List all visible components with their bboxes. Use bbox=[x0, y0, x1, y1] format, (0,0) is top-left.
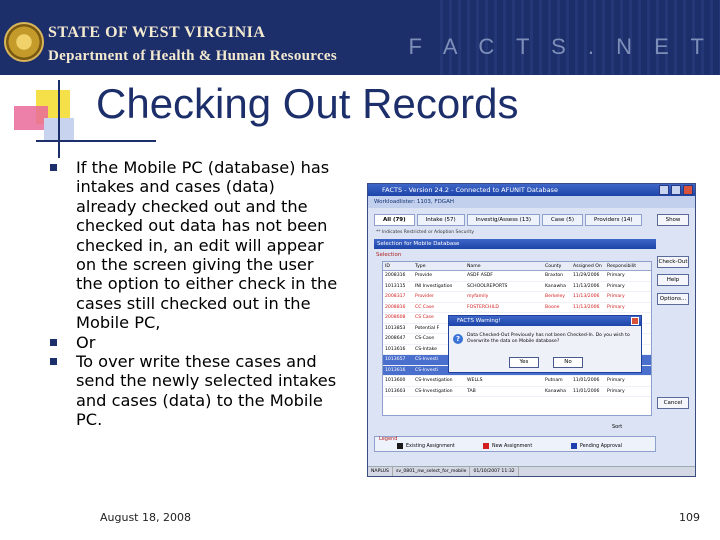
warning-dialog-message: Data Checked-Out Previously has not been Checked-In. Do you wish to Overwrite the data on Mobile database? bbox=[467, 333, 630, 344]
status-user: NAPLUS bbox=[368, 467, 393, 476]
column-header-id[interactable]: ID bbox=[385, 264, 390, 269]
cell-responsibility: Primary bbox=[607, 273, 625, 278]
cell-assigned-on: 11/29/2006 bbox=[573, 273, 600, 278]
cell-type: CS Case bbox=[415, 315, 434, 320]
cell-name: SCHOOLREPORTS bbox=[467, 283, 508, 289]
check-out-button[interactable]: Check-Out bbox=[657, 256, 689, 268]
help-button[interactable]: Help bbox=[657, 274, 689, 286]
slide-title: Checking Out Records bbox=[96, 80, 519, 127]
bullet-item bbox=[50, 352, 340, 430]
table-row[interactable] bbox=[383, 271, 651, 282]
cell-responsibility: Primary bbox=[607, 304, 625, 310]
status-timestamp: 01/10/2007 11:32 bbox=[470, 467, 518, 476]
column-header-assigned-on[interactable]: Assigned On bbox=[573, 264, 602, 269]
legend-swatch-icon bbox=[397, 443, 403, 449]
legend bbox=[374, 436, 656, 452]
state-seal-icon bbox=[4, 22, 44, 62]
legend-label: Pending Approval bbox=[580, 443, 622, 449]
selection-group-label: Selection bbox=[376, 252, 402, 258]
bullet-square-icon bbox=[50, 339, 57, 346]
minimize-icon[interactable] bbox=[659, 185, 669, 195]
bullet-item bbox=[50, 158, 340, 333]
bullet-square-icon bbox=[50, 164, 57, 171]
legend-title: Legend bbox=[379, 436, 398, 442]
cell-assigned-on: 11/13/2006 bbox=[573, 304, 600, 310]
cell-name: ASDF ASDF bbox=[467, 273, 493, 278]
cell-type: CS-Intake bbox=[415, 346, 437, 352]
cell-name: WELLS bbox=[467, 378, 483, 383]
footer-date: August 18, 2008 bbox=[100, 511, 191, 524]
bullet-text: Or bbox=[76, 332, 96, 352]
cell-id: 1013603 bbox=[385, 388, 406, 394]
table-row[interactable] bbox=[383, 303, 651, 314]
cell-id: 1013616 bbox=[385, 367, 406, 373]
cell-assigned-on: 11/01/2006 bbox=[573, 388, 600, 394]
cell-id: 2008317 bbox=[385, 294, 406, 299]
status-bar bbox=[368, 466, 695, 476]
bullet-text: To over write these cases and send the newly selected intakes and cases (data) to the Mobile PC. bbox=[76, 352, 337, 430]
cell-responsibility: Primary bbox=[607, 294, 625, 299]
cell-county: Kanawha bbox=[545, 283, 566, 289]
legend-item-new bbox=[483, 443, 532, 449]
cell-type: INI Investigation bbox=[415, 283, 453, 289]
app-screenshot bbox=[367, 183, 696, 477]
grid-header bbox=[383, 262, 651, 271]
column-header-name[interactable]: Name bbox=[467, 264, 481, 269]
window-controls bbox=[659, 185, 693, 195]
show-button[interactable]: Show bbox=[657, 214, 689, 226]
cell-county: Putnam bbox=[545, 378, 563, 383]
cell-type: CS-Investi bbox=[415, 357, 439, 362]
deco-horizontal-line bbox=[36, 140, 156, 142]
cell-name: TAB bbox=[467, 388, 476, 394]
bullet-list bbox=[50, 158, 340, 430]
yes-button[interactable]: Yes bbox=[509, 357, 539, 368]
maximize-icon[interactable] bbox=[671, 185, 681, 195]
cell-responsibility: Primary bbox=[607, 388, 625, 394]
cell-type: Potential F bbox=[415, 325, 440, 331]
legend-item-pending bbox=[571, 443, 622, 449]
app-window-title: FACTS - Version 24.2 - Connected to AFUNIT Database bbox=[382, 186, 558, 194]
cell-id: 2008316 bbox=[385, 273, 406, 278]
cell-id: 2008608 bbox=[385, 315, 406, 320]
bullet-square-icon bbox=[50, 358, 57, 365]
tab-investig-assess[interactable]: Investig/Assess (13) bbox=[467, 214, 540, 226]
banner-department-name: Department of Health & Human Resources bbox=[48, 48, 338, 64]
workload-tabs bbox=[374, 214, 642, 226]
cell-id: 1013600 bbox=[385, 378, 406, 383]
warning-dialog bbox=[448, 315, 642, 373]
cell-county: Kanawha bbox=[545, 388, 566, 394]
table-row[interactable] bbox=[383, 387, 651, 398]
app-title-bar bbox=[368, 184, 695, 196]
table-row[interactable] bbox=[383, 292, 651, 303]
status-screen: sv_0801_nw_select_for_mobile bbox=[393, 467, 471, 476]
cell-id: 1013616 bbox=[385, 346, 406, 352]
column-header-responsibility[interactable]: Responsibilit bbox=[607, 264, 637, 269]
selection-dialog-title: Selection for Mobile Database bbox=[374, 239, 656, 249]
table-row[interactable] bbox=[383, 282, 651, 293]
bullet-item bbox=[50, 333, 340, 352]
column-header-type[interactable]: Type bbox=[415, 264, 426, 269]
close-icon[interactable] bbox=[631, 317, 639, 325]
column-header-county[interactable]: County bbox=[545, 264, 562, 269]
question-icon: ? bbox=[453, 334, 463, 344]
banner-state-name: STATE OF WEST VIRGINIA bbox=[48, 24, 266, 41]
legend-swatch-icon bbox=[571, 443, 577, 449]
cell-type: CS-Investigation bbox=[415, 388, 453, 394]
cancel-button[interactable]: Cancel bbox=[657, 397, 689, 409]
tab-intake[interactable]: Intake (57) bbox=[417, 214, 465, 226]
close-icon[interactable] bbox=[683, 185, 693, 195]
cell-assigned-on: 11/13/2006 bbox=[573, 283, 600, 289]
cell-type: CC Case bbox=[415, 304, 435, 310]
table-row[interactable] bbox=[383, 376, 651, 387]
tab-case[interactable]: Case (5) bbox=[542, 214, 583, 226]
cell-name: FOSTERCHILD bbox=[467, 304, 499, 310]
cell-id: 1013115 bbox=[385, 283, 406, 289]
warning-dialog-title-bar bbox=[449, 316, 641, 326]
cell-assigned-on: 11/13/2006 bbox=[573, 294, 600, 299]
tab-providers[interactable]: Providers (14) bbox=[585, 214, 642, 226]
cell-county: Berkeley bbox=[545, 294, 566, 299]
cell-name: myfamily bbox=[467, 294, 489, 299]
cell-assigned-on: 11/01/2006 bbox=[573, 378, 600, 383]
cell-responsibility: Primary bbox=[607, 378, 625, 383]
cell-responsibility: Primary bbox=[607, 283, 625, 289]
cell-type: Provider bbox=[415, 294, 434, 299]
sort-label: Sort bbox=[612, 424, 623, 430]
restricted-note: ** Indicates Restricted or Adoption Security bbox=[376, 230, 474, 235]
cell-id: 1013853 bbox=[385, 325, 406, 331]
bullet-text: If the Mobile PC (database) has intakes and cases (data) already checked out and the checked out data has not been checked in, an edit will appear on the screen giving the user the option to either check in the cases still checked out in the Mobile PC, bbox=[76, 158, 338, 333]
legend-label: New Assignment bbox=[492, 443, 533, 449]
deco-vertical-line bbox=[58, 80, 60, 158]
cell-id: 2008647 bbox=[385, 336, 406, 341]
cell-type: CS-Case bbox=[415, 336, 435, 341]
cell-id: 1013657 bbox=[385, 357, 406, 362]
warning-dialog-title: FACTS Warning! bbox=[457, 318, 501, 324]
cell-type: Provide bbox=[415, 273, 433, 278]
cell-type: CS-Investigation bbox=[415, 378, 453, 383]
cell-county: Boone bbox=[545, 304, 560, 310]
legend-label: Existing Assignment bbox=[406, 443, 455, 449]
page-number: 109 bbox=[679, 511, 700, 524]
tab-all[interactable]: All (79) bbox=[374, 214, 415, 226]
cell-id: 2008816 bbox=[385, 304, 406, 310]
header-banner bbox=[0, 0, 720, 75]
workload-bar: Workloadlister: 1103, FDGAH bbox=[368, 196, 695, 208]
facts-logo: F A C T S . N E T bbox=[408, 34, 712, 59]
options-button[interactable]: Options... bbox=[657, 293, 689, 305]
cell-county: Braxton bbox=[545, 273, 564, 278]
legend-item-existing bbox=[397, 443, 455, 449]
legend-swatch-icon bbox=[483, 443, 489, 449]
deco-square-pink bbox=[14, 106, 48, 130]
no-button[interactable]: No bbox=[553, 357, 583, 368]
cell-type: CS-Investi bbox=[415, 367, 439, 373]
